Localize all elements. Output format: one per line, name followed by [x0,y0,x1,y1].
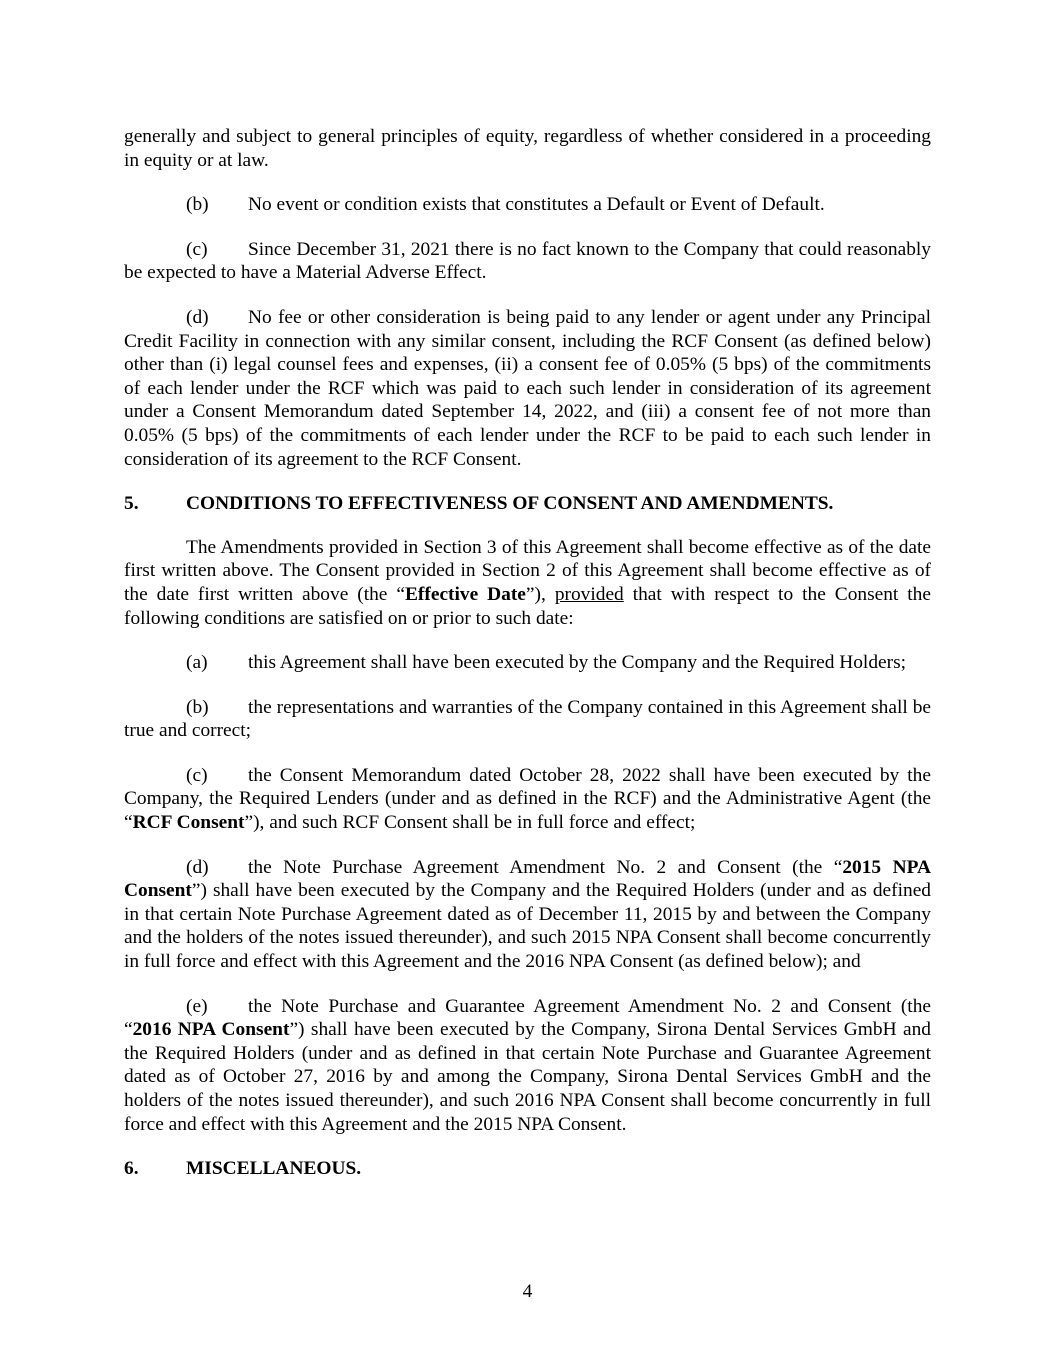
document-page [124,125,931,1201]
item-text: the Note Purchase and Guarantee Agreement Amendment No. 2 and Consent (the “ [124,995,931,1041]
item-label: (b) [186,194,209,216]
condition-d [124,856,931,974]
intro-text: ”), [525,583,555,605]
item-text: ”) shall have been executed by the Company, Sirona Dental Services GmbH and the Required Holders (under and as defined in that certain Note Purchase and Guarantee Agreement dated as of October 27, 2016 by and among the Company, Sirona Dental Services GmbH and the holders of the notes issued thereunder), and such 2016 NPA Consent shall become concurrently in full force and effect with this Agreement and the 2015 NPA Consent. [124,1019,931,1135]
item-label: (c) [186,238,208,260]
item-label: (b) [186,696,209,718]
item-text: this Agreement shall have been executed by the Company and the Required Holders; [248,652,907,674]
condition-b [124,696,931,743]
item-text: No fee or other consideration is being paid to any lender or agent under any Principal Credit Facility in connection with any similar consent, including the RCF Consent (as defined below) other than (i) legal counsel fees and expenses, (ii) a consent fee of 0.05% (5 bps) of the commitments of each lender under the RCF which was paid to each such lender in consideration of its agreement under a Consent Memorandum dated September 14, 2022, and (iii) a consent fee of not more than 0.05% (5 bps) of the commitments of each lender under the RCF to be paid to each such lender in consideration of its agreement to the RCF Consent. [124,306,931,470]
item-text: Since December 31, 2021 there is no fact known to the Company that could reasonably be expected to have a Material Adverse Effect. [124,238,931,284]
page-number: 4 [522,1281,533,1302]
condition-c [124,764,931,835]
defined-term-effective-date: Effective Date [404,583,526,605]
condition-e [124,995,931,1137]
representation-b [124,193,931,217]
intro-paragraph: generally and subject to general principles of equity, regardless of whether considered in a proceeding in equity or at law. [124,126,931,171]
section-title: MISCELLANEOUS. [186,1158,362,1180]
section-title: CONDITIONS TO EFFECTIVENESS OF CONSENT AND AMENDMENTS. [186,493,834,515]
defined-term-rcf-consent: RCF Consent [132,812,245,834]
item-text: the Consent Memorandum dated October 28, 2022 shall have been executed by the Company, the Required Lenders (under and as defined in the RCF) and the Administrative Agent (the “ [124,764,931,834]
item-text: ”) shall have been executed by the Company and the Required Holders (under and as defined in that certain Note Purchase Agreement dated as of December 11, 2015 by and between the Company and the holders of the notes issued thereunder), and such 2015 NPA Consent shall become concurrently in full force and effect with this Agreement and the 2016 NPA Consent (as defined below); and [124,880,931,973]
defined-term-2015-npa-consent: 2015 NPA Consent [124,856,931,902]
section-6-heading [124,1157,931,1181]
item-label: (c) [186,764,208,786]
representation-c [124,238,931,285]
section-5-heading [124,492,931,516]
item-label: (d) [186,856,209,878]
item-label: (a) [186,652,208,674]
item-text: ”), and such RCF Consent shall be in full force and effect; [244,812,696,834]
item-text: the representations and warranties of the Company contained in this Agreement shall be true and correct; [124,696,931,742]
underlined-provided: provided [554,583,624,605]
item-text: No event or condition exists that constitutes a Default or Event of Default. [248,194,825,216]
item-label: (d) [186,306,209,328]
item-text: the Note Purchase Agreement Amendment No. 2 and Consent (the “ [248,856,843,878]
item-label: (e) [186,995,208,1017]
condition-a [124,651,931,675]
section-5-intro [124,536,931,630]
defined-term-2016-npa-consent: 2016 NPA Consent [132,1019,290,1041]
representation-d [124,306,931,471]
intro-text: that with respect to the Consent the following conditions are satisfied on or prior to such date: [124,583,931,629]
section-number: 5. [124,493,139,515]
intro-text: The Amendments provided in Section 3 of this Agreement shall become effective as of the date first written above. The Consent provided in Section 2 of this Agreement shall become effective as of the date first written above (the “ [124,536,931,605]
section-number: 6. [124,1158,139,1180]
